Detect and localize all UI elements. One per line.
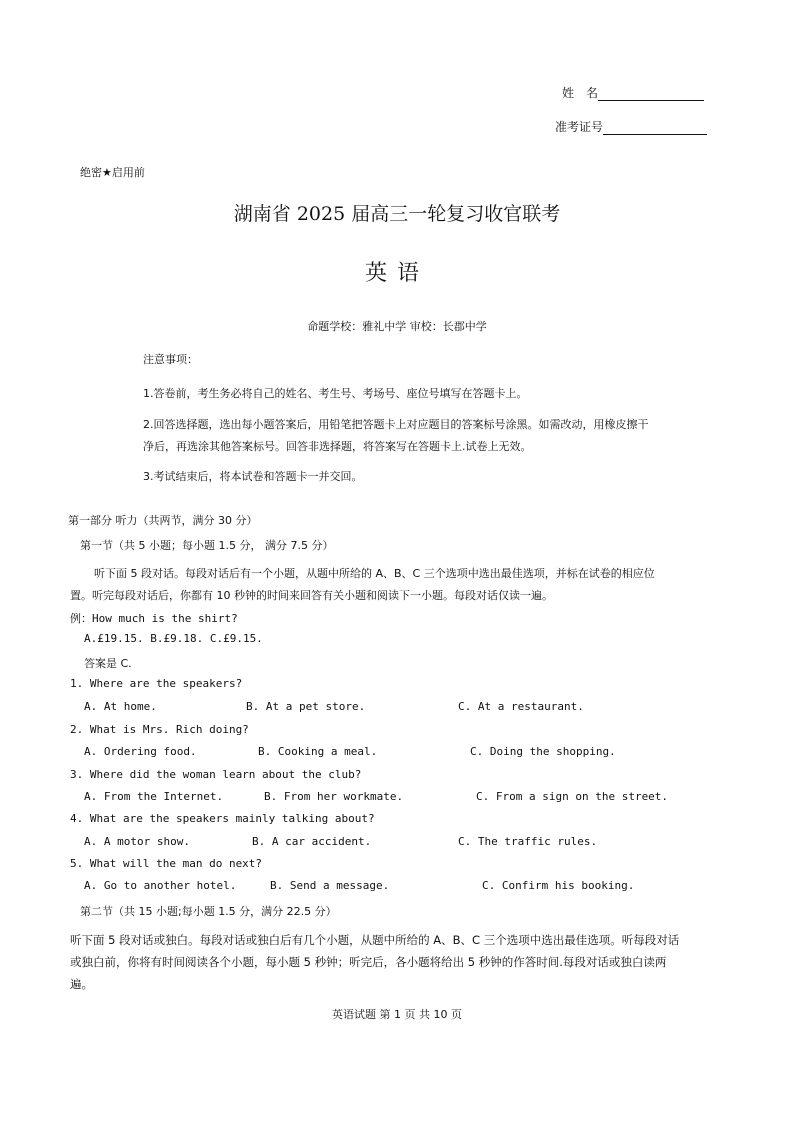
exam-id-label: 准考证号 bbox=[555, 120, 604, 134]
name-input-line[interactable] bbox=[598, 88, 704, 101]
option-b[interactable]: B. A car accident. bbox=[252, 835, 372, 848]
option-a[interactable]: A. Ordering food. bbox=[84, 745, 197, 758]
section2-instructions: 遍。 bbox=[70, 977, 93, 991]
section2-heading: 第二节（共 15 小题;每小题 1.5 分，满分 22.5 分） bbox=[80, 905, 337, 918]
confidential-mark: 绝密★启用前 bbox=[80, 166, 145, 179]
section1-heading: 第一节（共 5 小题；每小题 1.5 分， 满分 7.5 分） bbox=[80, 539, 334, 552]
note-item: 2.回答选择题，选出每小题答案后，用铅笔把答题卡上对应题目的答案标号涂黑。如需改动，用橡皮擦干 bbox=[143, 418, 649, 431]
question-stem: 4. What are the speakers mainly talking about? bbox=[70, 812, 375, 825]
question-stem: 1. Where are the speakers? bbox=[70, 677, 243, 690]
option-c[interactable]: C. The traffic rules. bbox=[458, 835, 598, 848]
example-options: A.£19.15. B.£9.18. C.£9.15. bbox=[84, 632, 263, 645]
example-answer: 答案是 C. bbox=[84, 657, 132, 670]
notes-heading: 注意事项： bbox=[143, 353, 198, 366]
example-question: 例：How much is the shirt? bbox=[70, 612, 238, 625]
exam-id-field bbox=[555, 118, 707, 135]
option-c[interactable]: C. Doing the shopping. bbox=[470, 745, 616, 758]
option-c[interactable]: C. At a restaurant. bbox=[458, 700, 584, 713]
option-b[interactable]: B. From her workmate. bbox=[264, 790, 404, 803]
name-field bbox=[562, 84, 704, 101]
question-stem: 2. What is Mrs. Rich doing? bbox=[70, 723, 249, 736]
option-b[interactable]: B. Send a message. bbox=[270, 879, 390, 892]
note-item: 3.考试结束后，将本试卷和答题卡一并交回。 bbox=[143, 470, 363, 483]
option-c[interactable]: C. From a sign on the street. bbox=[476, 790, 669, 803]
name-label: 姓 名 bbox=[562, 86, 599, 100]
subject-title: 英语 bbox=[364, 261, 429, 286]
page-title: 湖南省 2025 届高三一轮复习收官联考 bbox=[233, 203, 561, 225]
note-item: 净后，再选涂其他答案标号。回答非选择题，将答案写在答题卡上.试卷上无效。 bbox=[143, 440, 532, 453]
part1-heading: 第一部分 听力（共两节，满分 30 分） bbox=[68, 514, 258, 527]
option-a[interactable]: A. A motor show. bbox=[84, 835, 190, 848]
option-c[interactable]: C. Confirm his booking. bbox=[482, 879, 635, 892]
section2-instructions: 或独白前，你将有时间阅读各个小题，每小题 5 秒钟；听完后，各小题将给出 5 秒钟的作答时间.每段对话或独白读两 bbox=[70, 955, 667, 969]
page-footer: 英语试题 第 1 页 共 10 页 bbox=[332, 1008, 462, 1021]
question-stem: 5. What will the man do next? bbox=[70, 857, 263, 870]
section1-instructions: 置。听完每段对话后，你都有 10 秒钟的时间来回答有关小题和阅读下一小题。每段对话仅读一遍。 bbox=[70, 589, 553, 602]
section1-instructions: 听下面 5 段对话。每段对话后有一个小题，从题中所给的 A、B、C 三个选项中选出最佳选项，并标在试卷的相应位 bbox=[94, 567, 655, 580]
option-a[interactable]: A. At home. bbox=[84, 700, 157, 713]
question-stem: 3. Where did the woman learn about the club? bbox=[70, 768, 362, 781]
option-b[interactable]: B. At a pet store. bbox=[246, 700, 366, 713]
note-item: 1.答卷前，考生务必将自己的姓名、考生号、考场号、座位号填写在答题卡上。 bbox=[143, 387, 528, 400]
section2-instructions: 听下面 5 段对话或独白。每段对话或独白后有几个小题，从题中所给的 A、B、C 三个选项中选出最佳选项。听每段对话 bbox=[70, 933, 680, 947]
option-a[interactable]: A. Go to another hotel. bbox=[84, 879, 237, 892]
option-b[interactable]: B. Cooking a meal. bbox=[258, 745, 378, 758]
setters-line: 命题学校：雅礼中学 审校：长郡中学 bbox=[307, 320, 487, 333]
option-a[interactable]: A. From the Internet. bbox=[84, 790, 224, 803]
exam-id-input-line[interactable] bbox=[603, 122, 707, 135]
